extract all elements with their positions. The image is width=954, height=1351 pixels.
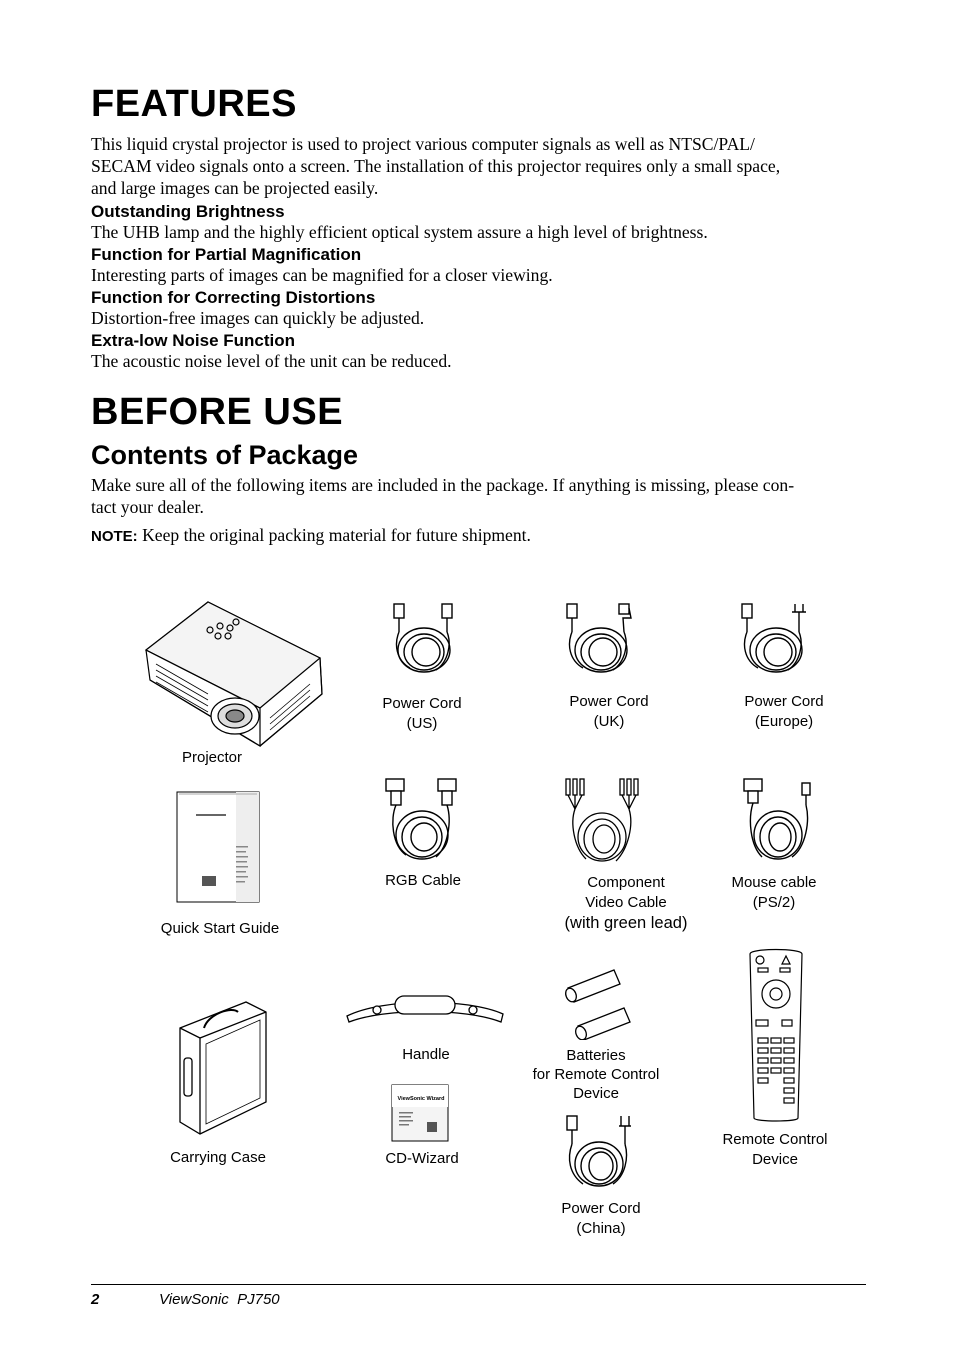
caption-power-cord-china: Power Cord (China) bbox=[561, 1200, 641, 1237]
handle-illustration bbox=[343, 992, 507, 1026]
feature-text-brightness: The UHB lamp and the highly efficient optical system assure a high level of brightness. bbox=[91, 222, 708, 242]
caption-projector: Projector bbox=[181, 749, 243, 766]
feature-heading-distortions: Function for Correcting Distortions bbox=[91, 288, 376, 307]
carrying-case-illustration bbox=[172, 998, 272, 1140]
features-title: FEATURES bbox=[91, 83, 297, 125]
rgb-cable-illustration bbox=[382, 775, 472, 867]
mouse-cable-illustration bbox=[740, 775, 820, 867]
caption-batteries: Batteries for Remote Control Device bbox=[532, 1047, 660, 1102]
note-label: NOTE: bbox=[91, 528, 138, 545]
quick-start-guide-illustration bbox=[176, 790, 262, 904]
caption-carrying-case: Carrying Case bbox=[170, 1149, 266, 1166]
cd-wizard-illustration bbox=[391, 1084, 449, 1142]
feature-heading-noise: Extra-low Noise Function bbox=[91, 331, 296, 350]
feature-text-distortions: Distortion-free images can quickly be adjusted. bbox=[91, 308, 425, 328]
package-intro-line-2: tact your dealer. bbox=[91, 497, 204, 517]
before-use-title: BEFORE USE bbox=[91, 391, 344, 433]
cd-wizard-label-text: ViewSonic Wizard bbox=[397, 1096, 445, 1102]
caption-component-cable: Component Video Cable (with green lead) bbox=[564, 874, 688, 932]
contents-of-package-heading: Contents of Package bbox=[91, 440, 359, 470]
batteries-illustration bbox=[558, 964, 638, 1040]
projector-illustration bbox=[140, 598, 330, 750]
power-cord-uk-illustration bbox=[563, 600, 653, 680]
caption-cd-wizard: CD-Wizard bbox=[385, 1150, 459, 1167]
package-intro-line-1: Make sure all of the following items are included in the package. If anything is missing, please con- bbox=[91, 475, 795, 495]
caption-power-cord-us: Power Cord (US) bbox=[382, 695, 462, 732]
caption-rgb-cable: RGB Cable bbox=[385, 872, 461, 889]
caption-remote-control: Remote Control Device bbox=[722, 1131, 828, 1168]
feature-text-magnification: Interesting parts of images can be magnified for a closer viewing. bbox=[91, 265, 553, 285]
power-cord-europe-illustration bbox=[738, 600, 828, 680]
feature-heading-magnification: Function for Partial Magnification bbox=[91, 245, 362, 264]
caption-power-cord-uk: Power Cord (UK) bbox=[569, 693, 649, 730]
remote-control-illustration bbox=[746, 946, 806, 1126]
caption-mouse-cable: Mouse cable (PS/2) bbox=[731, 874, 817, 911]
power-cord-us-illustration bbox=[380, 600, 470, 680]
feature-heading-brightness: Outstanding Brightness bbox=[91, 202, 285, 221]
page-number: 2 bbox=[91, 1291, 100, 1308]
note-text: Keep the original packing material for future shipment. bbox=[137, 525, 531, 545]
footer-product: ViewSonic PJ750 bbox=[159, 1291, 280, 1308]
caption-power-cord-europe: Power Cord (Europe) bbox=[744, 693, 824, 730]
feature-text-noise: The acoustic noise level of the unit can be reduced. bbox=[91, 351, 452, 371]
features-intro-line-1: This liquid crystal projector is used to project various computer signals as well as NTSC/PAL/ bbox=[91, 134, 755, 154]
power-cord-china-illustration bbox=[563, 1112, 643, 1194]
features-intro-line-2: SECAM video signals onto a screen. The installation of this projector requires only a small space, bbox=[91, 156, 781, 176]
package-note bbox=[91, 527, 531, 545]
footer-rule bbox=[91, 1284, 866, 1285]
features-intro-line-3: and large images can be projected easily. bbox=[91, 178, 379, 198]
caption-quick-start-guide: Quick Start Guide bbox=[160, 920, 280, 937]
caption-handle: Handle bbox=[402, 1046, 450, 1063]
component-cable-illustration bbox=[560, 775, 650, 867]
